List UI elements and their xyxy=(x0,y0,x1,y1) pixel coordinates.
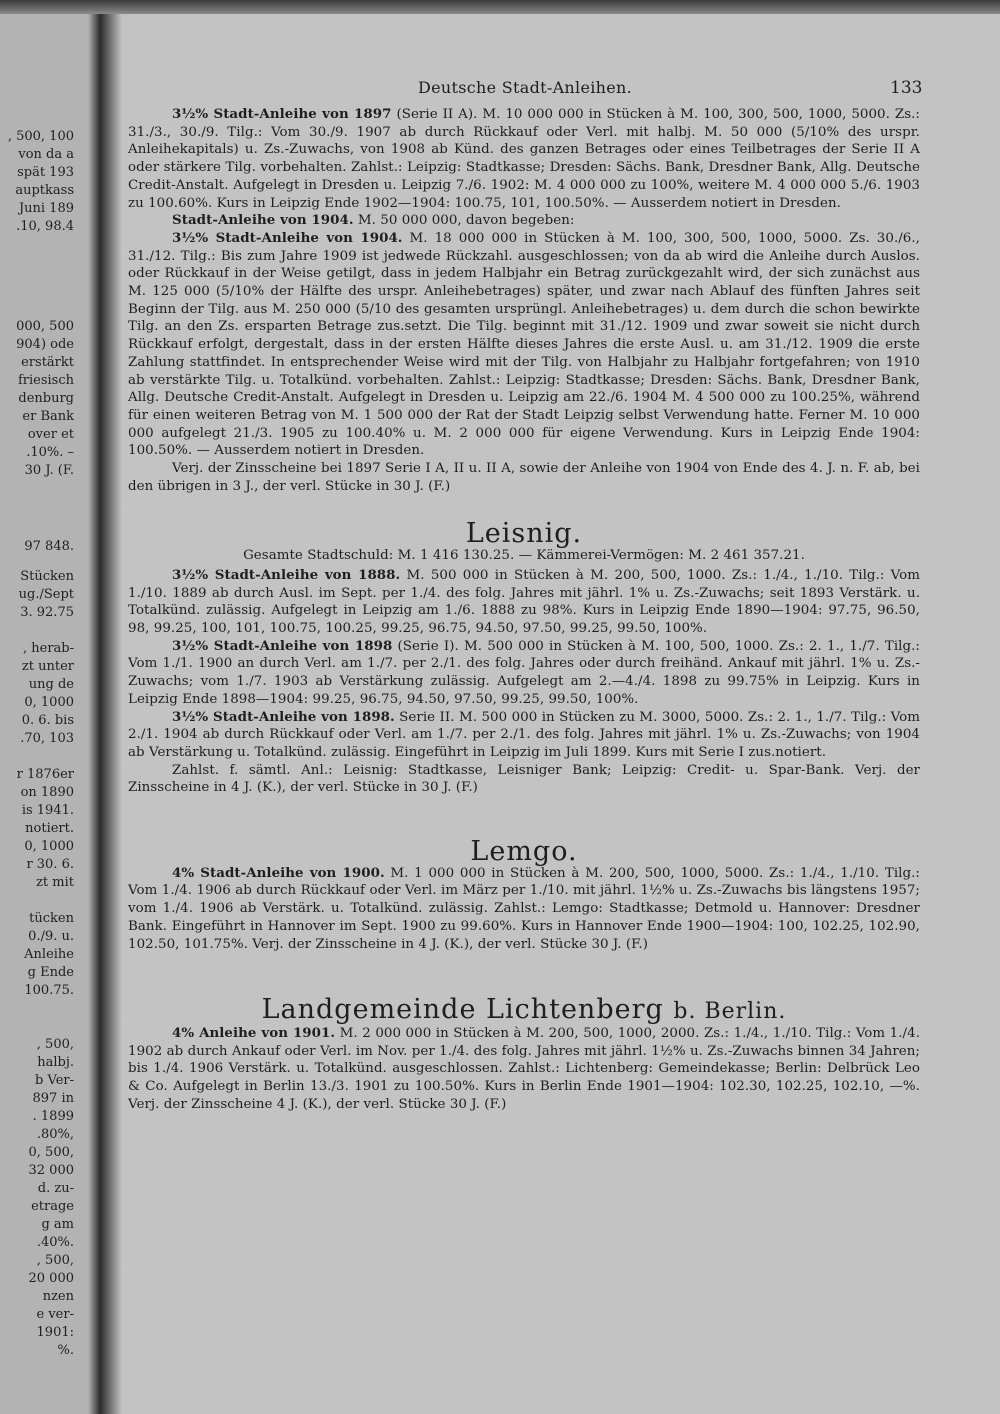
facing-page-line: %. xyxy=(57,1343,74,1358)
scan-border xyxy=(0,0,1000,14)
facing-page-line: .80%, xyxy=(36,1127,74,1142)
entry-paragraph xyxy=(128,1025,920,1114)
facing-page-line: auptkass xyxy=(15,183,74,198)
gutter-shadow xyxy=(100,14,122,1414)
entry-paragraph xyxy=(128,567,920,638)
entry-paragraph xyxy=(128,212,920,230)
facing-page-line: 20 000 xyxy=(28,1271,74,1286)
facing-page-line: 0./9. u. xyxy=(28,929,74,944)
facing-page-line: halbj. xyxy=(37,1055,74,1070)
facing-page-line: e ver- xyxy=(36,1307,74,1322)
facing-page-line: .40%. xyxy=(36,1235,74,1250)
running-header: Deutsche Stadt-Anleihen. xyxy=(418,78,632,97)
entry-text: Verj. der Zinsscheine bei 1897 Serie I A, II u. II A, sowie der Anleihe von 1904 von Ende des 4. J. n. F. ab, bei den übrigen in 3 J., der verl. Stücke in 30 J. (F.) xyxy=(128,461,920,494)
entry-heading: 3½% Stadt-Anleihe von 1898. xyxy=(172,708,395,725)
facing-page-line: g am xyxy=(41,1217,74,1232)
facing-page-line: 000, 500 xyxy=(16,319,74,334)
facing-page-line: notiert. xyxy=(25,821,74,836)
facing-page-line: g Ende xyxy=(27,965,74,980)
facing-page-line: Anleihe xyxy=(24,947,74,962)
entry-heading: 3½% Stadt-Anleihe von 1897 xyxy=(172,106,392,122)
entry-text: Zahlst. f. sämtl. Anl.: Leisnig: Stadtkasse, Leisniger Bank; Leipzig: Credit- u. Spar-Bank. Verj. der Zinsscheine in 4 J. (K.), der verl. Stücke in 30 J. (F.) xyxy=(128,762,920,796)
entry-paragraph xyxy=(128,230,920,460)
facing-page-line: r 30. 6. xyxy=(26,857,74,872)
section-title-main: Landgemeinde Lichtenberg xyxy=(261,994,664,1026)
document-page xyxy=(100,14,1000,1414)
facing-page-line: 32 000 xyxy=(28,1163,74,1178)
entry-paragraph xyxy=(128,709,920,762)
facing-page-line: over et xyxy=(27,427,74,442)
facing-page-line: 0, 1000 xyxy=(24,839,74,854)
facing-page-line: nzen xyxy=(42,1289,74,1304)
entry-heading: 4% Anleihe von 1901. xyxy=(172,1024,336,1041)
debt-summary: Gesamte Stadtschuld: M. 1 416 130.25. — Kämmerei-Vermögen: M. 2 461 357.21. xyxy=(243,548,805,564)
page-body xyxy=(128,106,920,1113)
facing-page-line: , 500, xyxy=(36,1253,74,1268)
facing-page-line: Juni 189 xyxy=(18,201,74,216)
facing-page-line: friesisch xyxy=(17,373,74,388)
section-title-suffix: b. Berlin. xyxy=(673,999,787,1025)
facing-page-line: zt unter xyxy=(21,659,74,674)
entry-text: (Serie II A). M. 10 000 000 in Stücken à M. 100, 300, 500, 1000, 5000. Zs.: 31./3., 30./9. Tilg.: Vom 30./9. 1907 ab durch Rückkauf oder Verl. mit halbj. M. 50 000 (5/10% des urspr. Anleihekapitals) u. Zs.-Zuwachs, von 1908 ab Künd. des ganzen Betrages oder eines Teilbetrages der Serie II A oder stärkere Tilg. vorbehalten. Zahlst.: Leipzig: Stadtkasse; Dresden: Sächs. Bank, Dresdner Bank, Allg. Deutsche Credit-Anstalt. Aufgelegt in Dresden u. Leipzig 7./6. 1902: M. 4 000 000 zu 100%, weitere M. 4 000 000 5./6. 1903 zu 100.60%. Kurs in Leipzig Ende 1902—1904: 100.75, 101, 100.50%. — Ausserdem notiert in Dresden. xyxy=(128,107,920,211)
facing-page-line: , herab- xyxy=(22,641,74,656)
section-title-lichtenberg xyxy=(128,994,920,1026)
facing-page-line: , 500, xyxy=(36,1037,74,1052)
entry-text: M. 1 000 000 in Stücken à M. 200, 500, 1000, 5000. Zs.: 1./4., 1./10. Tilg.: Vom 1./4. 1906 ab durch Rückkauf oder Verl. im März per 1./10. mit jährl. 1½% u. Zs.-Zuwachs bis längstens 1957; vom 1./4. 1906 ab Verstärk. u. Totalkünd. zulässig. Zahlst.: Lemgo: Stadtkasse; Detmold u. Hannover: Dresdner Bank. Eingeführt in Hannover im Sept. 1900 zu 99.60%. Kurs in Hannover Ende 1900—1904: 100, 102.25, 102.90, 102.50, 101.75%. Verj. der Zinsscheine in 4 J. (K.), der verl. Stücke 30 J. (F.) xyxy=(128,865,920,952)
facing-page-line: 3. 92.75 xyxy=(20,605,74,620)
entry-paragraph xyxy=(128,106,920,212)
facing-page-line: ug./Sept xyxy=(18,587,74,602)
facing-page-line: . 1899 xyxy=(32,1109,74,1124)
entry-text: M. 500 000 in Stücken à M. 200, 500, 1000. Zs.: 1./4., 1./10. Tilg.: Vom 1./10. 1889 ab durch Ausl. im Sept. per 1./4. des folg. Jahres mit jährl. 1% u. Zs.-Zuwachs; seit 1893 Verstärk. u. Totalkünd. zulässig. Aufgelegt in Leipzig am 1./6. 1888 zu 98%. Kurs in Leipzig Ende 1890—1904: 97.75, 96.50, 98, 99.25, 100, 101, 100.75, 100.25, 99.25, 96.75, 94.50, 97.50, 99.25, 99.50, 100%. xyxy=(128,567,920,636)
entry-paragraph xyxy=(128,865,920,954)
entry-heading: 3½% Stadt-Anleihe von 1898 xyxy=(172,637,393,654)
facing-page-line: 30 J. (F. xyxy=(24,463,74,478)
entry-heading: 3½% Stadt-Anleihe von 1904. xyxy=(172,229,403,246)
facing-page-line: .70, 103 xyxy=(20,731,74,746)
facing-page-line: is 1941. xyxy=(21,803,74,818)
facing-page-line: , 500, 100 xyxy=(7,129,74,144)
page-number: 133 xyxy=(890,78,923,98)
facing-page-fragment xyxy=(0,14,100,1414)
entry-text: M. 18 000 000 in Stücken à M. 100, 300, 500, 1000, 5000. Zs. 30./6., 31./12. Tilg.: Bis zum Jahre 1909 ist jedwede Rückzahl. ausgeschlossen; von da ab wird die Anleihe durch Auslos. oder Rückkauf in der Weise getilgt, dass in jedem Halbjahr ein Betrag zurückgezahlt wird, der sich zunächst aus M. 125 000 (5/10% der Hälfte des urspr. Anleihebetrages) später, und zwar nach Ablauf des fünften Jahres seit Beginn der Tilg. aus M. 250 000 (5/10 des gesamten ursprüngl. Anleihebetrages) u. dem durch die schon bewirkte Tilg. an den Zs. ersparten Betrage zus.setzt. Die Tilg. beginnt mit 31./12. 1909 und zwar soweit sie nicht durch Rückkauf erfolgt, dergestalt, dass in der ersten Hälfte dieses Jahres die erste Ausl. u. am 31./12. 1909 die erste Zahlung stattfindet. In entsprechender Weise wird mit der Tilg. von Halbjahr zu Halbjahr fortgefahren; von 1910 ab verstärkte Tilg. u. Totalkünd. vorbehalten. Zahlst.: Leipzig: Stadtkasse; Dresden: Sächs. Bank, Dresdner Bank, Allg. Deutsche Credit-Anstalt. Aufgelegt in Dresden u. Leipzig am 22./6. 1904 M. 4 500 000 zu 100.25%, während für einen weiteren Betrag von M. 1 500 000 der Rat der Stadt Leipzig selbst Verwendung hatte. Ferner M. 10 000 000 aufgelegt 21./3. 1905 zu 100.40% u. M. 2 000 000 für eigene Verwendung. Kurs in Leipzig Ende 1904: 100.50%. — Ausserdem notiert in Dresden. xyxy=(128,230,920,459)
page-gutter xyxy=(88,14,100,1414)
entry-heading: 4% Stadt-Anleihe von 1900. xyxy=(172,864,385,881)
section-title-lemgo: Lemgo. xyxy=(470,836,578,868)
facing-page-line: 0, 1000 xyxy=(24,695,74,710)
facing-page-line: zt mit xyxy=(36,875,74,890)
facing-page-line: 97 848. xyxy=(24,539,74,554)
entry-heading: 3½% Stadt-Anleihe von 1888. xyxy=(172,566,401,583)
entry-paragraph xyxy=(128,460,920,495)
facing-page-line: r 1876er xyxy=(16,767,74,782)
entry-paragraph xyxy=(128,762,920,797)
facing-page-line: b Ver- xyxy=(35,1073,74,1088)
facing-page-line: 0. 6. bis xyxy=(21,713,74,728)
facing-page-line: on 1890 xyxy=(20,785,74,800)
facing-page-line: ung de xyxy=(28,677,74,692)
section-title-leisnig: Leisnig. xyxy=(465,518,583,550)
facing-page-line: Stücken xyxy=(20,569,74,584)
facing-page-line: tücken xyxy=(29,911,74,926)
facing-page-line: spät 193 xyxy=(17,165,74,180)
facing-page-line: d. zu- xyxy=(37,1181,74,1196)
facing-page-line: 0, 500, xyxy=(28,1145,74,1160)
facing-page-line: denburg xyxy=(18,391,74,406)
entry-text: M. 2 000 000 in Stücken à M. 200, 500, 1000, 2000. Zs.: 1./4., 1./10. Tilg.: Vom 1./4. 1902 ab durch Ankauf oder Verl. im Nov. per 1./4. des folg. Jahres mit jährl. 1½% u. Zs.-Zuwachs binnen 34 Jahren; bis 1./4. 1906 Verstärk. u. Totalkünd. ausgeschlossen. Zahlst.: Lichtenberg: Gemeindekasse; Berlin: Delbrück Leo & Co. Aufgelegt in Berlin 13./3. 1901 zu 100.50%. Kurs in Berlin Ende 1901—1904: 102.30, 102.25, 102.10, —%. Verj. der Zinsscheine 4 J. (K.), der verl. Stücke 30 J. (F.) xyxy=(128,1025,920,1112)
entry-text: (Serie I). M. 500 000 in Stücken à M. 100, 500, 1000. Zs.: 2. 1., 1./7. Tilg.: Vom 1./1. 1900 an durch Verl. am 1./7. per 2./1. des folg. Jahres oder durch freihänd. Ankauf mit jährl. 1% u. Zs.-Zuwachs; vom 1./7. 1903 ab Verstärkung zulässig. Aufgelegt am 2.—4./4. 1898 zu 99.75% in Leipzig. Kurs in Leipzig Ende 1898—1904: 99.25, 96.75, 94.50, 97.50, 99.25, 99.50, 100%. xyxy=(128,638,920,707)
facing-page-line: 897 in xyxy=(32,1091,74,1106)
facing-page-line: 100.75. xyxy=(24,983,74,998)
facing-page-line: etrage xyxy=(31,1199,74,1214)
entry-text: M. 50 000 000, davon begeben: xyxy=(353,213,575,229)
facing-page-line: 904) ode xyxy=(16,337,74,352)
entry-paragraph xyxy=(128,638,920,709)
entry-text: Serie II. M. 500 000 in Stücken zu M. 3000, 5000. Zs.: 2. 1., 1./7. Tilg.: Vom 2./1. 1904 ab durch Rückkauf oder Verl. am 1./7. per 2./1. des folg. Jahres mit jährl. 1% u. Zs.-Zuwachs; von 1904 ab Verstärkung u. Totalkünd. zulässig. Eingeführt in Leipzig im Juli 1899. Kurs mit Serie I zus.notiert. xyxy=(128,709,920,760)
facing-page-line: 1901: xyxy=(36,1325,74,1340)
facing-page-line: er Bank xyxy=(22,409,74,424)
facing-page-line: .10, 98.4 xyxy=(16,219,74,234)
entry-heading: Stadt-Anleihe von 1904. xyxy=(172,212,354,229)
facing-page-line: von da a xyxy=(18,147,74,162)
facing-page-line: .10%. – xyxy=(26,445,74,460)
facing-page-line: erstärkt xyxy=(21,355,74,370)
